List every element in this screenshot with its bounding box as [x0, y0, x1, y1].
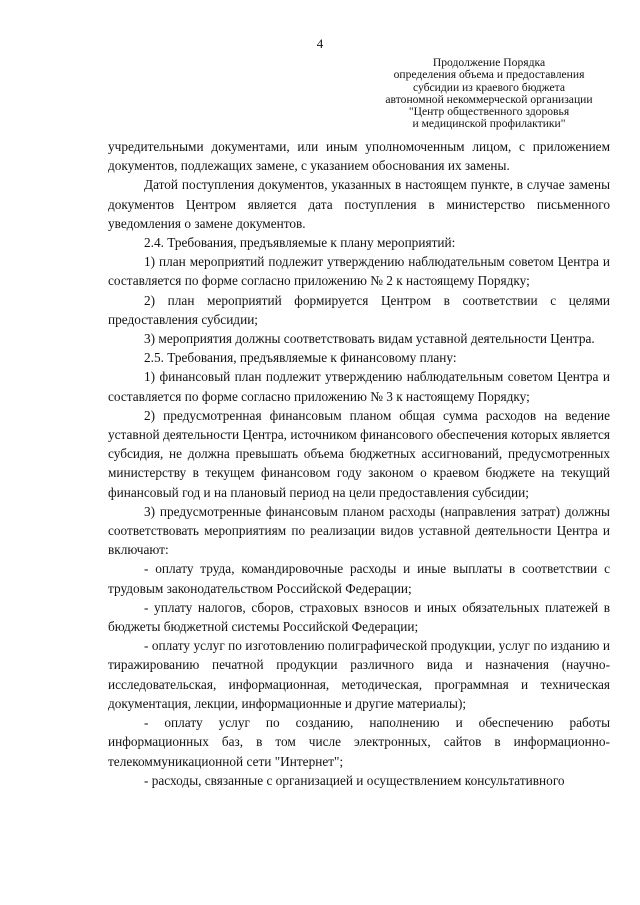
list-item: 1) финансовый план подлежит утверждению наблюдательным советом Центра и составляется по форме согласно приложению № 3 к настоящему Порядку;: [108, 369, 610, 404]
page-number: 4: [316, 36, 324, 51]
paragraph: Датой поступления документов, указанных в настоящем пункте, в случае замены документов Центром является дата поступления в министерство письменного уведомления о замене документов.: [108, 177, 610, 231]
list-item: 3) мероприятия должны соответствовать видам уставной деятельности Центра.: [144, 331, 595, 347]
document-body: [108, 137, 610, 790]
document-header-continuation: [378, 57, 600, 131]
list-item: 2) план мероприятий формируется Центром в соответствии с целями предоставления субсидии;: [108, 292, 610, 327]
dash-list-item: - расходы, связанные с организацией и осуществлением консультативного: [144, 772, 565, 788]
header-line: автономной некоммерческой организации: [385, 92, 593, 106]
header-line: субсидии из краевого бюджета: [412, 80, 566, 94]
header-line: и медицинской профилактики": [412, 117, 566, 131]
section-heading-2-5: 2.5. Требования, предъявляемые к финансовому плану:: [144, 350, 457, 366]
section-heading-2-4: 2.4. Требования, предъявляемые к плану мероприятий:: [144, 235, 456, 251]
dash-list-item: - оплату услуг по изготовлению полиграфической продукции, услуг по изданию и тиражированию печатной продукции различного вида и назначения (научно-исследовательская, информационная, методическая, программная и техническая документация, лекции, информационные и другие материалы);: [108, 638, 610, 711]
list-item: 2) предусмотренная финансовым планом общая сумма расходов на ведение уставной деятельности Центра, источником финансового обеспечения которых является субсидия, не должна превышать объема бюджетных ассигнований, предусмотренных министерству в текущем финансовом году законом о краевом бюджете на текущий финансовый год и на плановый период на цели предоставления субсидии;: [108, 407, 610, 500]
dash-list-item: - оплату услуг по созданию, наполнению и обеспечению работы информационных баз, в том числе электронных, сайтов в информационно-телекоммуникационной сети "Интернет";: [108, 715, 610, 769]
header-line: Продолжение Порядка: [432, 56, 546, 69]
list-item: 3) предусмотренные финансовым планом расходы (направления затрат) должны соответствовать мероприятиям по реализации видов уставной деятельности Центра и включают:: [108, 503, 610, 558]
list-item: 1) план мероприятий подлежит утверждению наблюдательным советом Центра и составляется по форме согласно приложению № 2 к настоящему Порядку;: [108, 254, 610, 289]
header-line: определения объема и предоставления: [393, 68, 585, 82]
header-line: "Центр общественного здоровья: [408, 105, 570, 119]
dash-list-item: - оплату труда, командировочные расходы и иные выплаты в соответствии с трудовым законодательством Российской Федерации;: [108, 561, 610, 596]
dash-list-item: - уплату налогов, сборов, страховых взносов и иных обязательных платежей в бюджеты бюджетной системы Российской Федерации;: [108, 599, 610, 635]
paragraph: учредительными документами, или иным уполномоченным лицом, с приложением документов, подлежащих замене, с указанием обоснования их замены.: [108, 139, 610, 174]
